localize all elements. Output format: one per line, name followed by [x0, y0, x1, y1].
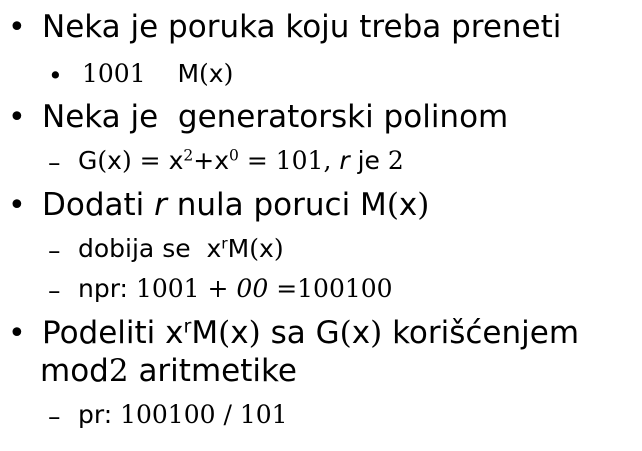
item-2-text: Neka je generatorski polinom [42, 99, 509, 135]
subbullet-3-1: – [48, 236, 61, 265]
bullet-2: • [8, 100, 26, 135]
bullet-3: • [8, 188, 26, 223]
item-3-2: npr: 1001 + 00 =100100 [78, 274, 393, 303]
subbullet-4-1: – [48, 402, 61, 431]
message-value: 1001 [82, 59, 146, 88]
subbullet-3-2: – [48, 276, 61, 305]
subbullet-1-1: • [48, 61, 63, 90]
item-4-line-2: mod2 aritmetike [40, 353, 297, 389]
bullet-1: • [8, 10, 26, 45]
item-1-text: Neka je poruka koju treba preneti [42, 9, 562, 45]
item-2-1: $G(x) = x^2+x^0 = 101$, r je 2 [78, 146, 404, 175]
item-3-1: dobija se $x^rM(x)$ [78, 234, 284, 263]
subbullet-2-1: – [48, 148, 61, 177]
item-4-line-1: Podeliti $x^rM(x)$ sa G(x) korišćenjem [42, 314, 580, 351]
item-1-1: 1001 M(x) [82, 59, 234, 88]
item-2 [42, 99, 509, 135]
item-4-1: pr: 100100 / 101 [78, 400, 288, 429]
item-3: Dodati r nula poruci M(x) [42, 187, 430, 223]
bullet-4: • [8, 316, 26, 351]
item-1 [42, 9, 562, 45]
message-label: M [177, 59, 200, 88]
